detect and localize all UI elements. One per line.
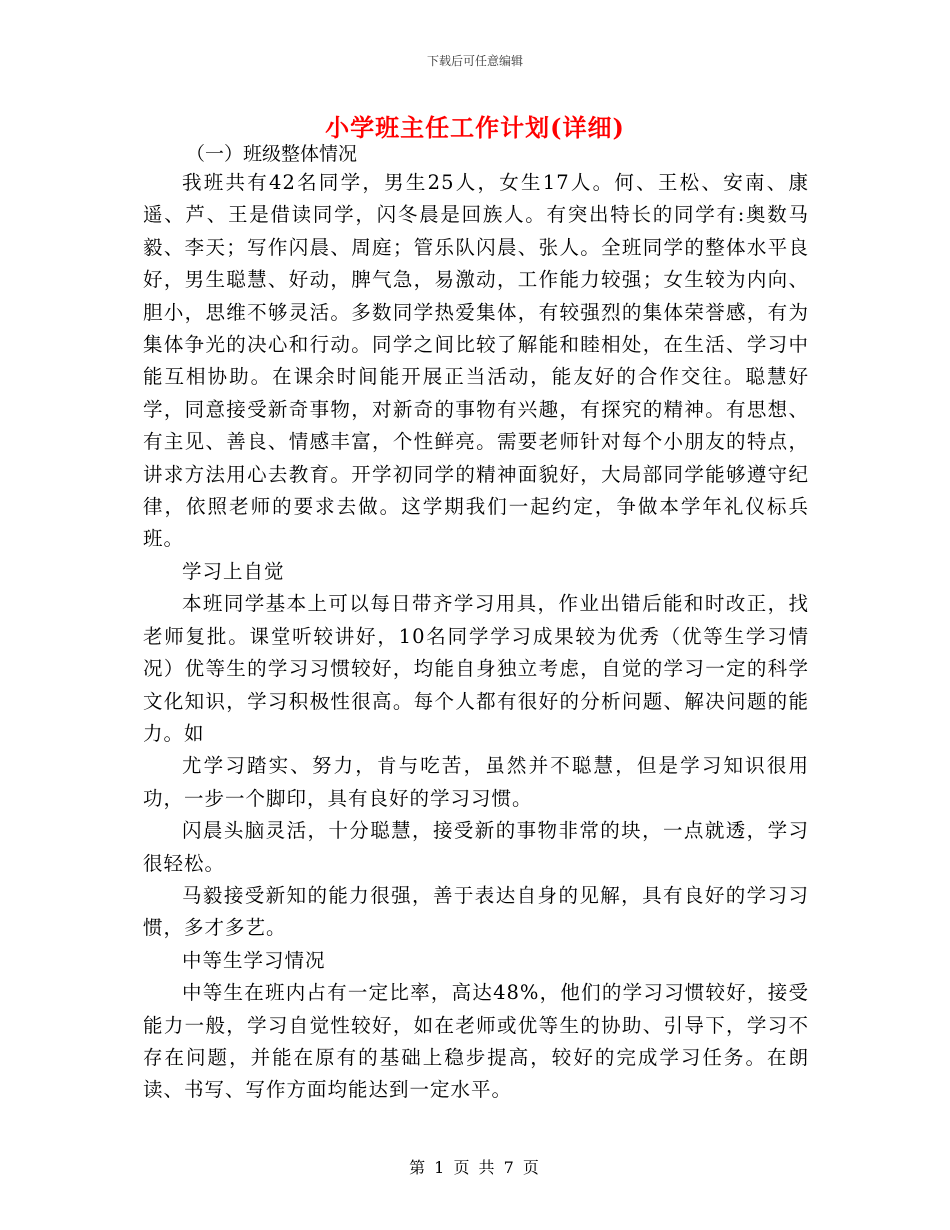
document-title: 小学班主任工作计划(详细) — [325, 113, 625, 142]
paragraph-study-habits: 本班同学基本上可以每日带齐学习用具，作业出错后能和时改正，找老师复批。课堂听较讲好，10名同学学习成果较为优秀（优等生学习情况）优等生的学习习惯较好，均能自身独立考虑，自觉的学习一定的科学文化知识，学习积极性很高。每个人都有很好的分析问题、解决问题的能力。如 — [143, 592, 809, 745]
page-footer: 第 1 页 共 7 页 — [409, 1158, 541, 1177]
document-body — [143, 167, 809, 1107]
paragraph-student-mayi: 马毅接受新知的能力很强，善于表达自身的见解，具有良好的学习习惯，多才多艺。 — [143, 883, 809, 940]
paragraph-student-you: 尤学习踏实、努力，肯与吃苦，虽然并不聪慧，但是学习知识很用功，一步一个脚印，具有良好的学习习惯。 — [143, 754, 809, 810]
header-note: 下载后可任意编辑 — [426, 54, 523, 68]
paragraph-class-overview: 我班共有42名同学，男生25人，女生17人。何、王松、安南、康遥、芦、王是借读同学，闪冬晨是回族人。有突出特长的同学有:奥数马毅、李天；写作闪晨、周庭；管乐队闪晨、张人。全班同学的整体水平良好，男生聪慧、好动，脾气急，易激动，工作能力较强；女生较为内向、胆小，思维不够灵活。多数同学热爱集体，有较强烈的集体荣誉感，有为集体争光的决心和行动。同学之间比较了解能和睦相处，在生活、学习中能互相协助。在课余时间能开展正当活动，能友好的合作交往。聪慧好学，同意接受新奇事物，对新奇的事物有兴趣，有探究的精神。有思想、有主见、善良、情感丰富，个性鲜亮。需要老师针对每个小朋友的特点，讲求方法用心去教育。开学初同学的精神面貌好，大局部同学能够遵守纪律，依照老师的要求去做。这学期我们一起约定，争做本学年礼仪标兵班。 — [143, 171, 809, 551]
paragraph-subheading-middle: 中等生学习情况 — [182, 948, 326, 972]
section-heading: （一）班级整体情况 — [186, 143, 358, 165]
paragraph-student-shanchen: 闪晨头脑灵活，十分聪慧，接受新的事物非常的块，一点就透，学习很轻松。 — [143, 819, 809, 875]
paragraph-middle-students: 中等生在班内占有一定比率，高达48%，他们的学习习惯较好，接受能力一般，学习自觉性较好，如在老师或优等生的协助、引导下，学习不存在问题，并能在原有的基础上稳步提高，较好的完成学习任务。在朗读、书写、写作方面均能达到一定水平。 — [143, 981, 809, 1102]
paragraph-subheading-study: 学习上自觉 — [182, 559, 285, 583]
